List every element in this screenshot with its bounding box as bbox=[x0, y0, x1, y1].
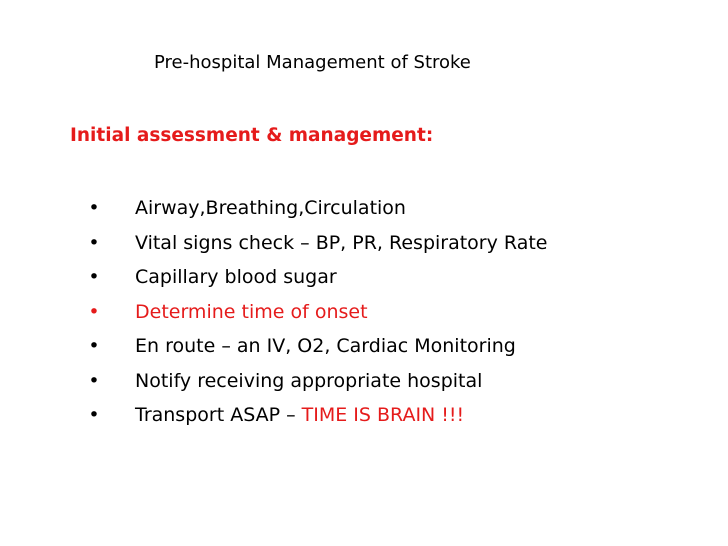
bullet-icon: • bbox=[88, 404, 100, 426]
emphasis-text: TIME IS BRAIN !!! bbox=[301, 404, 465, 426]
bullet-icon: • bbox=[88, 335, 100, 357]
slide-title: Pre-hospital Management of Stroke bbox=[154, 52, 471, 73]
bullet-text: En route – an IV, O2, Cardiac Monitoring bbox=[135, 335, 516, 357]
bullet-icon: • bbox=[88, 300, 100, 323]
bullet-icon: • bbox=[88, 369, 100, 392]
bullet-icon: • bbox=[88, 266, 100, 288]
bullet-text-with-emphasis bbox=[135, 403, 464, 427]
bullet-icon: • bbox=[88, 231, 100, 254]
bullet-text: Notify receiving appropriate hospital bbox=[135, 369, 483, 392]
bullet-text: Vital signs check – BP, PR, Respiratory Rate bbox=[135, 231, 548, 254]
bullet-text: Capillary blood sugar bbox=[135, 266, 337, 288]
bullet-text: Airway,Breathing,Circulation bbox=[135, 197, 406, 219]
bullet-text-prefix: Transport ASAP – bbox=[135, 404, 302, 426]
bullet-text-highlight: Determine time of onset bbox=[135, 300, 368, 323]
section-subheading: Initial assessment & management: bbox=[70, 125, 434, 146]
bullet-icon: • bbox=[88, 197, 100, 219]
